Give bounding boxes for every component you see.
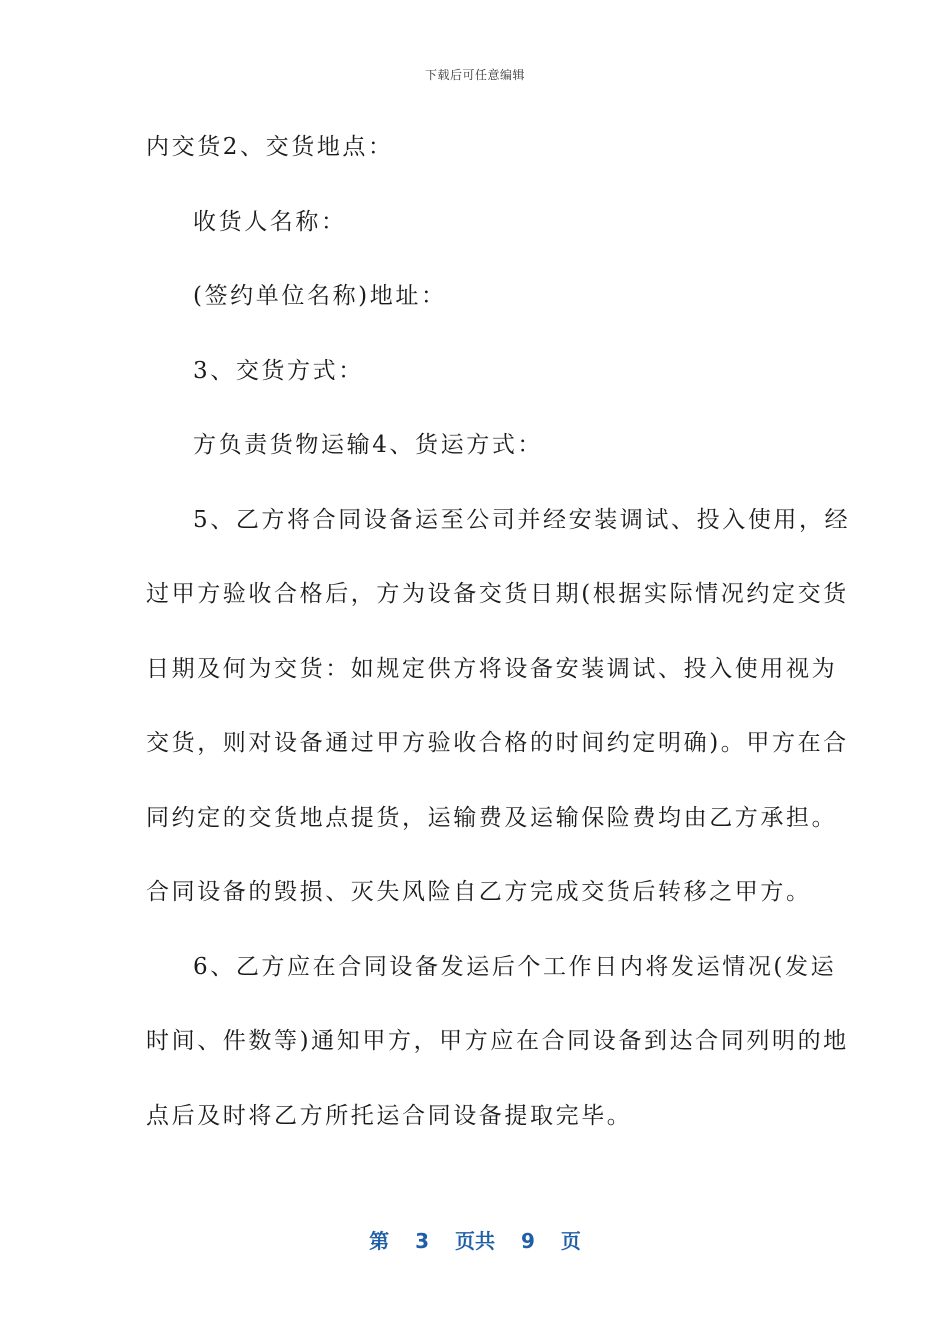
text-line: 收货人名称：	[193, 208, 347, 235]
text-line: 5、乙方将合同设备运至公司并经安装调试、投入使用，经	[193, 506, 851, 533]
text-line: 同约定的交货地点提货，运输费及运输保险费均由乙方承担。	[146, 804, 838, 831]
page-middle: 页共	[455, 1229, 495, 1253]
text-line: 时间、件数等)通知甲方，甲方应在合同设备到达合同列明的地	[146, 1028, 849, 1054]
text-line: 6、乙方应在合同设备发运后个工作日内将发运情况(发运	[193, 953, 837, 980]
text-line: 内交货2、交货地点：	[146, 134, 394, 160]
page-prefix: 第	[369, 1229, 390, 1253]
text-line: 点后及时将乙方所托运合同设备提取完毕。	[146, 1102, 633, 1129]
page-header: 下载后可任意编辑	[424, 68, 525, 82]
document-body	[146, 128, 851, 1171]
text-line: (签约单位名称)地址：	[193, 283, 447, 309]
text-line: 日期及何为交货：如规定供方将设备安装调试、投入使用视为	[146, 655, 838, 682]
text-line: 3、交货方式：	[193, 357, 364, 384]
text-line: 方负责货物运输4、货运方式：	[193, 432, 544, 458]
page-footer	[0, 1225, 950, 1254]
text-line: 过甲方验收合格后，方为设备交货日期(根据实际情况约定交货	[146, 581, 849, 607]
total-pages-number: 9	[521, 1229, 535, 1253]
text-line: 交货，则对设备通过甲方验收合格的时间约定明确)。甲方在合	[146, 730, 849, 756]
page-suffix: 页	[560, 1229, 581, 1253]
current-page-number: 3	[415, 1229, 429, 1253]
text-line: 合同设备的毁损、灭失风险自乙方完成交货后转移之甲方。	[146, 879, 812, 905]
